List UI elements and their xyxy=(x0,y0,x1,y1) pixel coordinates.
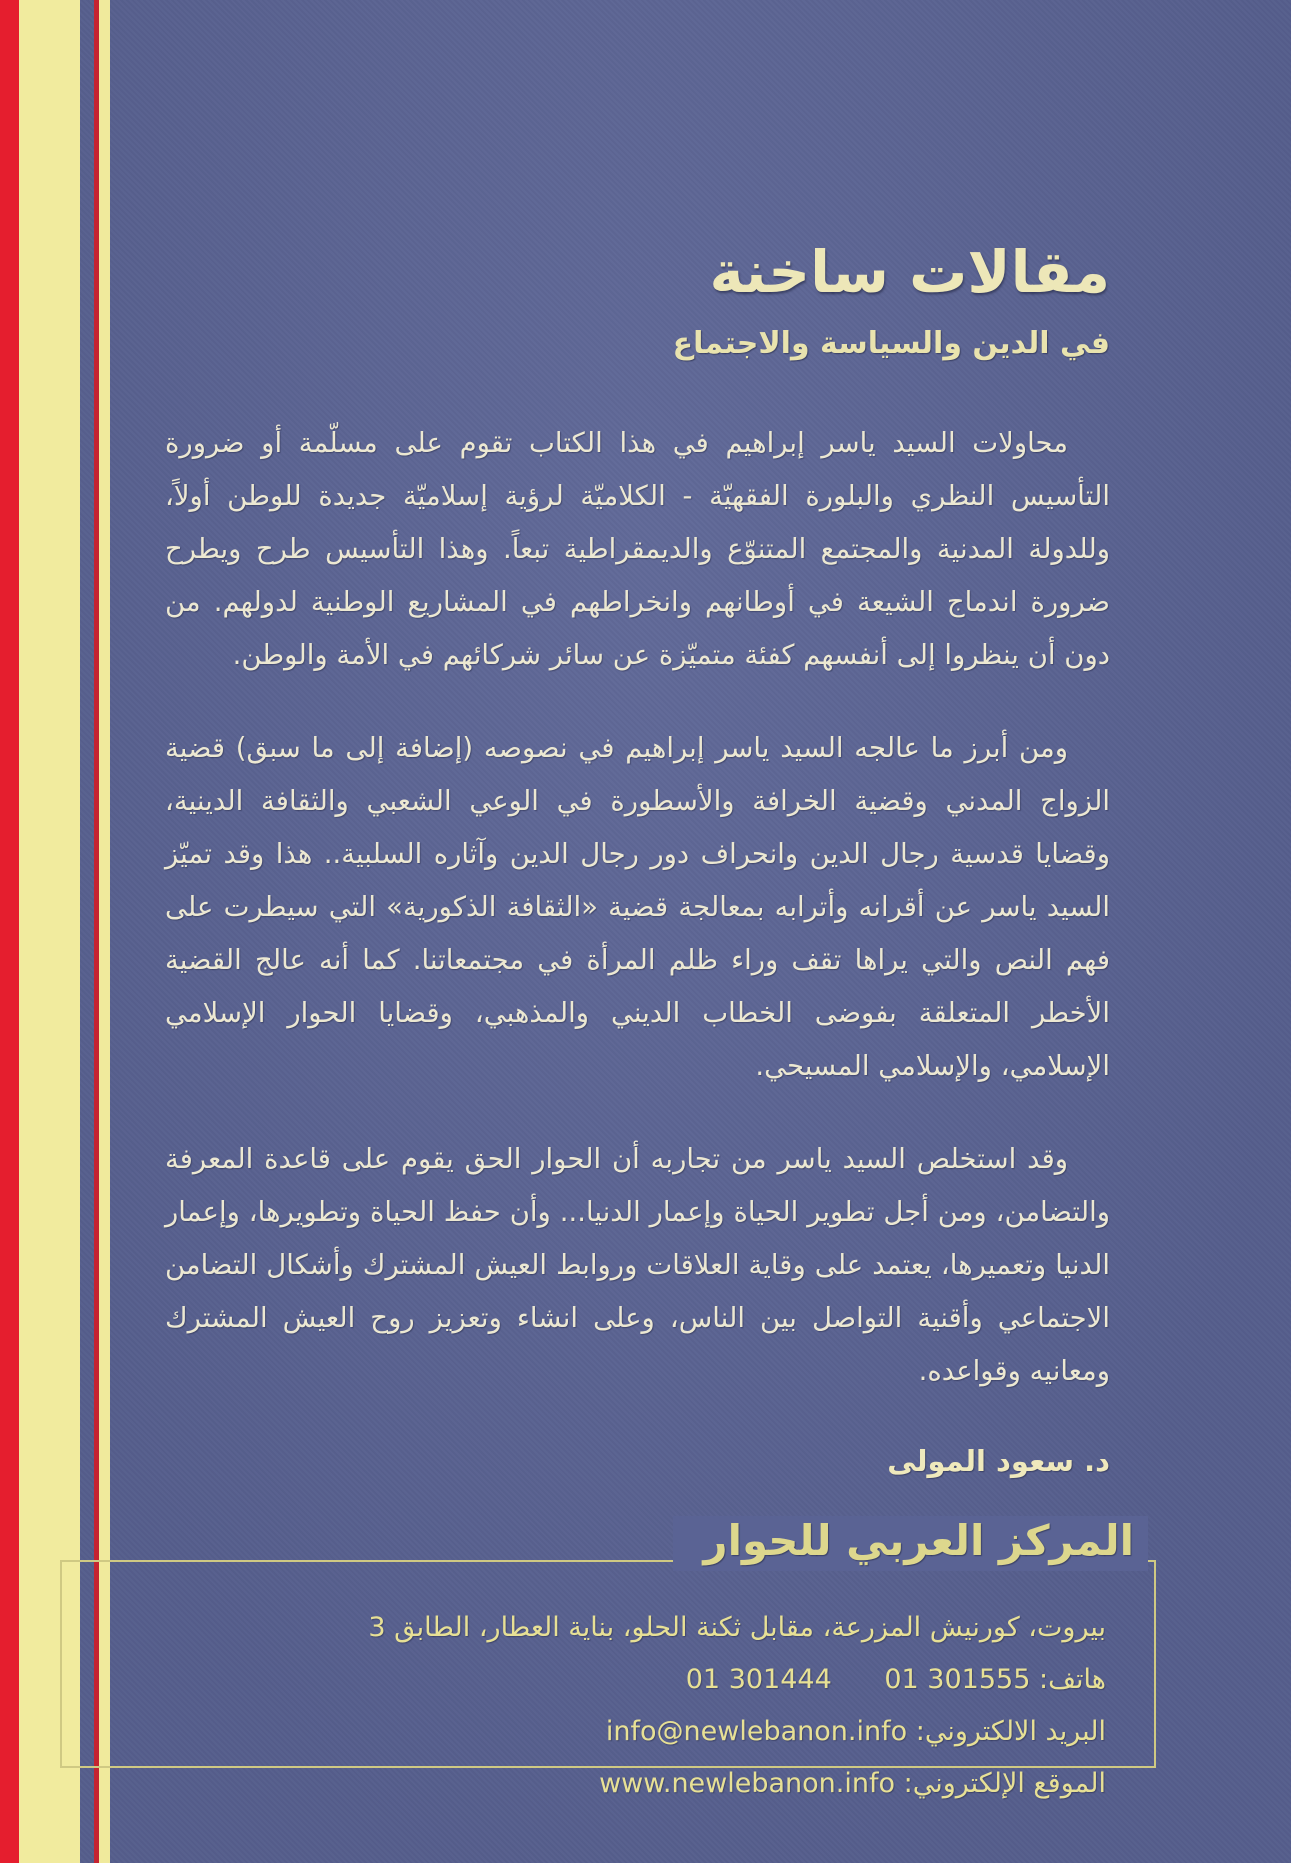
phone-label: هاتف: xyxy=(1038,1664,1106,1695)
spine-stripe-red xyxy=(0,0,19,1863)
email-address: info@newlebanon.info xyxy=(605,1716,908,1747)
publisher-name: المركز العربي للحوار xyxy=(673,1516,1148,1571)
blurb-column xyxy=(165,0,1110,1478)
phone-number-2: 01 301555 xyxy=(884,1664,1031,1695)
publisher-address: بيروت، كورنيش المزرعة، مقابل ثكنة الحلو، بناية العطار، الطابق 3 xyxy=(368,1612,1106,1643)
publisher-email-line xyxy=(92,1706,1106,1758)
blurb-paragraph-3: وقد استخلص السيد ياسر من تجاربه أن الحوار الحق يقوم على قاعدة المعرفة والتضامن، ومن أجل تطوير الحياة وإعمار الدنيا... وأن حفظ الحياة وتطويرها، وإعمار الدنيا وتعميرها، يعتمد على وقاية العلاقات وروابط العيش المشترك وأشكال التضامن الاجتماعي وأقنية التواصل بين الناس، وعلى انشاء وتعزيز روح العيش المشترك ومعانيه وقواعده. xyxy=(165,1143,1110,1387)
book-title: مقالات ساخنة xyxy=(709,238,1110,306)
publisher-website-line xyxy=(92,1758,1106,1810)
website-label: الموقع الإلكتروني: xyxy=(903,1768,1106,1799)
phone-number-1: 01 301444 xyxy=(685,1664,832,1695)
book-subtitle: في الدين والسياسة والاجتماع xyxy=(672,326,1110,361)
publisher-phone-line xyxy=(92,1654,1106,1706)
publisher-footer xyxy=(60,1516,1156,1799)
blurb-paragraph-2: ومن أبرز ما عالجه السيد ياسر إبراهيم في نصوصه (إضافة إلى ما سبق) قضية الزواج المدني وقضية الخرافة والأسطورة في الوعي الشعبي والثقافة الدينية، وقضايا قدسية رجال الدين وانحراف دور رجال الدين وآثاره السلبية.. هذا وقد تميّز السيد ياسر عن أقرانه وأترابه بمعالجة قضية «الثقافة الذكورية» التي سيطرت على فهم النص والتي يراها تقف وراء ظلم المرأة في مجتمعاتنا. كما أنه عالج القضية الأخطر المتعلقة بفوضى الخطاب الديني والمذهبي، وقضايا الحوار الإسلامي الإسلامي، والإسلامي المسيحي. xyxy=(165,732,1110,1082)
blurb-text xyxy=(165,417,1110,1398)
blurb-paragraph-1: محاولات السيد ياسر إبراهيم في هذا الكتاب تقوم على مسلّمة أو ضرورة التأسيس النظري والبلورة الفقهيّة - الكلاميّة لرؤية إسلاميّة جديدة للوطن أولاً، وللدولة المدنية والمجتمع المتنوّع والديمقراطية تبعاً. وهذا التأسيس طرح ويطرح ضرورة اندماج الشيعة في أوطانهم وانخراطهم في المشاريع الوطنية لدولهم. من دون أن ينظروا إلى أنفسهم كفئة متميّزة عن سائر شركائهم في الأمة والوطن. xyxy=(165,427,1110,671)
publisher-contact-box xyxy=(60,1516,1156,1799)
email-label: البريد الالكتروني: xyxy=(915,1716,1106,1747)
website-url: www.newlebanon.info xyxy=(599,1768,896,1799)
author-name: د. سعود المولى xyxy=(887,1444,1110,1478)
